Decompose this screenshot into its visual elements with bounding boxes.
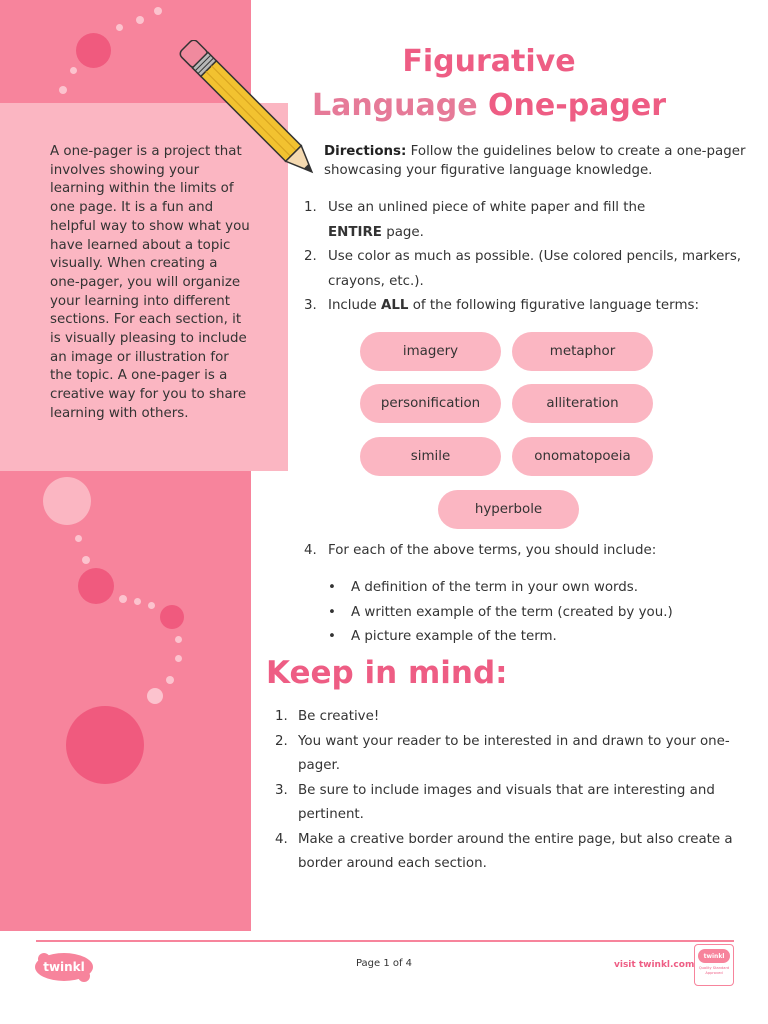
directions xyxy=(324,142,754,180)
keep-in-mind-heading: Keep in mind: xyxy=(266,655,508,691)
keep-in-mind-item xyxy=(275,828,735,877)
step-3 xyxy=(304,294,754,319)
step-2-text: Use color as much as possible. (Use colored pencils, markers, crayons, etc.). xyxy=(328,249,742,289)
term-pill: hyperbole xyxy=(438,490,579,529)
pencil-icon xyxy=(172,40,322,190)
step-1-number: 1. xyxy=(304,200,317,215)
term-pill: alliteration xyxy=(512,384,653,423)
bullet-text: A picture example of the term. xyxy=(351,629,557,644)
step-3-text xyxy=(328,294,754,319)
item-number: 2. xyxy=(275,733,288,749)
directions-text: Follow the guidelines below to create a one-pager showcasing your figurative language knowledge. xyxy=(324,144,746,178)
item-number: 3. xyxy=(275,782,288,798)
keep-in-mind-item xyxy=(275,779,735,828)
item-text: Be sure to include images and visuals that are interesting and pertinent. xyxy=(298,782,715,822)
term-pill: imagery xyxy=(360,332,501,371)
badge-text: Quality Standard Approved xyxy=(698,966,730,975)
bullet-text: A definition of the term in your own words. xyxy=(351,580,639,595)
step-4-row xyxy=(304,539,754,564)
directions-label: Directions: xyxy=(324,144,407,159)
step-3-number: 3. xyxy=(304,298,317,313)
step-1-text xyxy=(328,196,754,245)
bullet-marker: • xyxy=(328,629,336,644)
title-word-onepager: One-pager xyxy=(488,88,667,123)
badge-logo: twinkl xyxy=(698,949,730,963)
step-4 xyxy=(304,539,754,564)
item-text: You want your reader to be interested in and drawn to your one-pager. xyxy=(298,733,730,773)
visit-link[interactable]: visit twinkl.com xyxy=(614,960,695,970)
step-3-bold: ALL xyxy=(381,298,409,313)
step-4-number: 4. xyxy=(304,543,317,558)
item-number: 4. xyxy=(275,831,288,847)
step-2-number: 2. xyxy=(304,249,317,264)
term-pill: simile xyxy=(360,437,501,476)
item-text: Make a creative border around the entire page, but also create a border around each section. xyxy=(298,831,733,871)
step-1 xyxy=(304,196,754,245)
bullet-marker: • xyxy=(328,580,336,595)
step-3-pre: Include xyxy=(328,298,382,313)
item-text: Be creative! xyxy=(298,709,380,724)
page-title xyxy=(310,40,668,128)
title-line-1: Figurative xyxy=(402,44,576,79)
quality-badge-icon xyxy=(694,944,734,986)
keep-in-mind-item xyxy=(275,705,735,730)
keep-in-mind-list xyxy=(275,705,735,877)
intro-text: A one-pager is a project that involves showing your learning within the limits of one page. It is a fun and helpful way to show what you have learned about a topic visually. When creating a one-pager, you will organize your learning into different sections. For each section, it is visually pleasing to include an image or illustration for the topic. A one-pager is a creative way for you to share learning with others. xyxy=(50,144,250,421)
step-1-pre: Use an unlined piece of white paper and fill the xyxy=(328,200,646,215)
logo-text: twinkl xyxy=(43,960,85,974)
page-number: Page 1 of 4 xyxy=(355,958,413,969)
bullet-item xyxy=(328,576,748,601)
step-3-post: of the following figurative language terms: xyxy=(408,298,699,313)
bullet-item xyxy=(328,625,748,650)
footer-divider xyxy=(36,940,734,942)
steps-list xyxy=(304,196,754,319)
bullet-marker: • xyxy=(328,604,336,620)
step-4-text: For each of the above terms, you should include: xyxy=(328,543,657,558)
step-2 xyxy=(304,245,754,294)
keep-in-mind-item xyxy=(275,730,735,779)
title-line-2 xyxy=(310,84,668,128)
term-pill: personification xyxy=(360,384,501,423)
step-1-bold: ENTIRE xyxy=(328,224,382,240)
term-pill: metaphor xyxy=(512,332,653,371)
bullet-text: A written example of the term (created by you.) xyxy=(351,604,673,620)
title-word-language: Language xyxy=(311,88,478,123)
step-1-post: page. xyxy=(381,224,424,240)
bullet-item xyxy=(328,601,748,626)
term-pill: onomatopoeia xyxy=(512,437,653,476)
bullet-list xyxy=(328,576,748,650)
item-number: 1. xyxy=(275,709,288,724)
